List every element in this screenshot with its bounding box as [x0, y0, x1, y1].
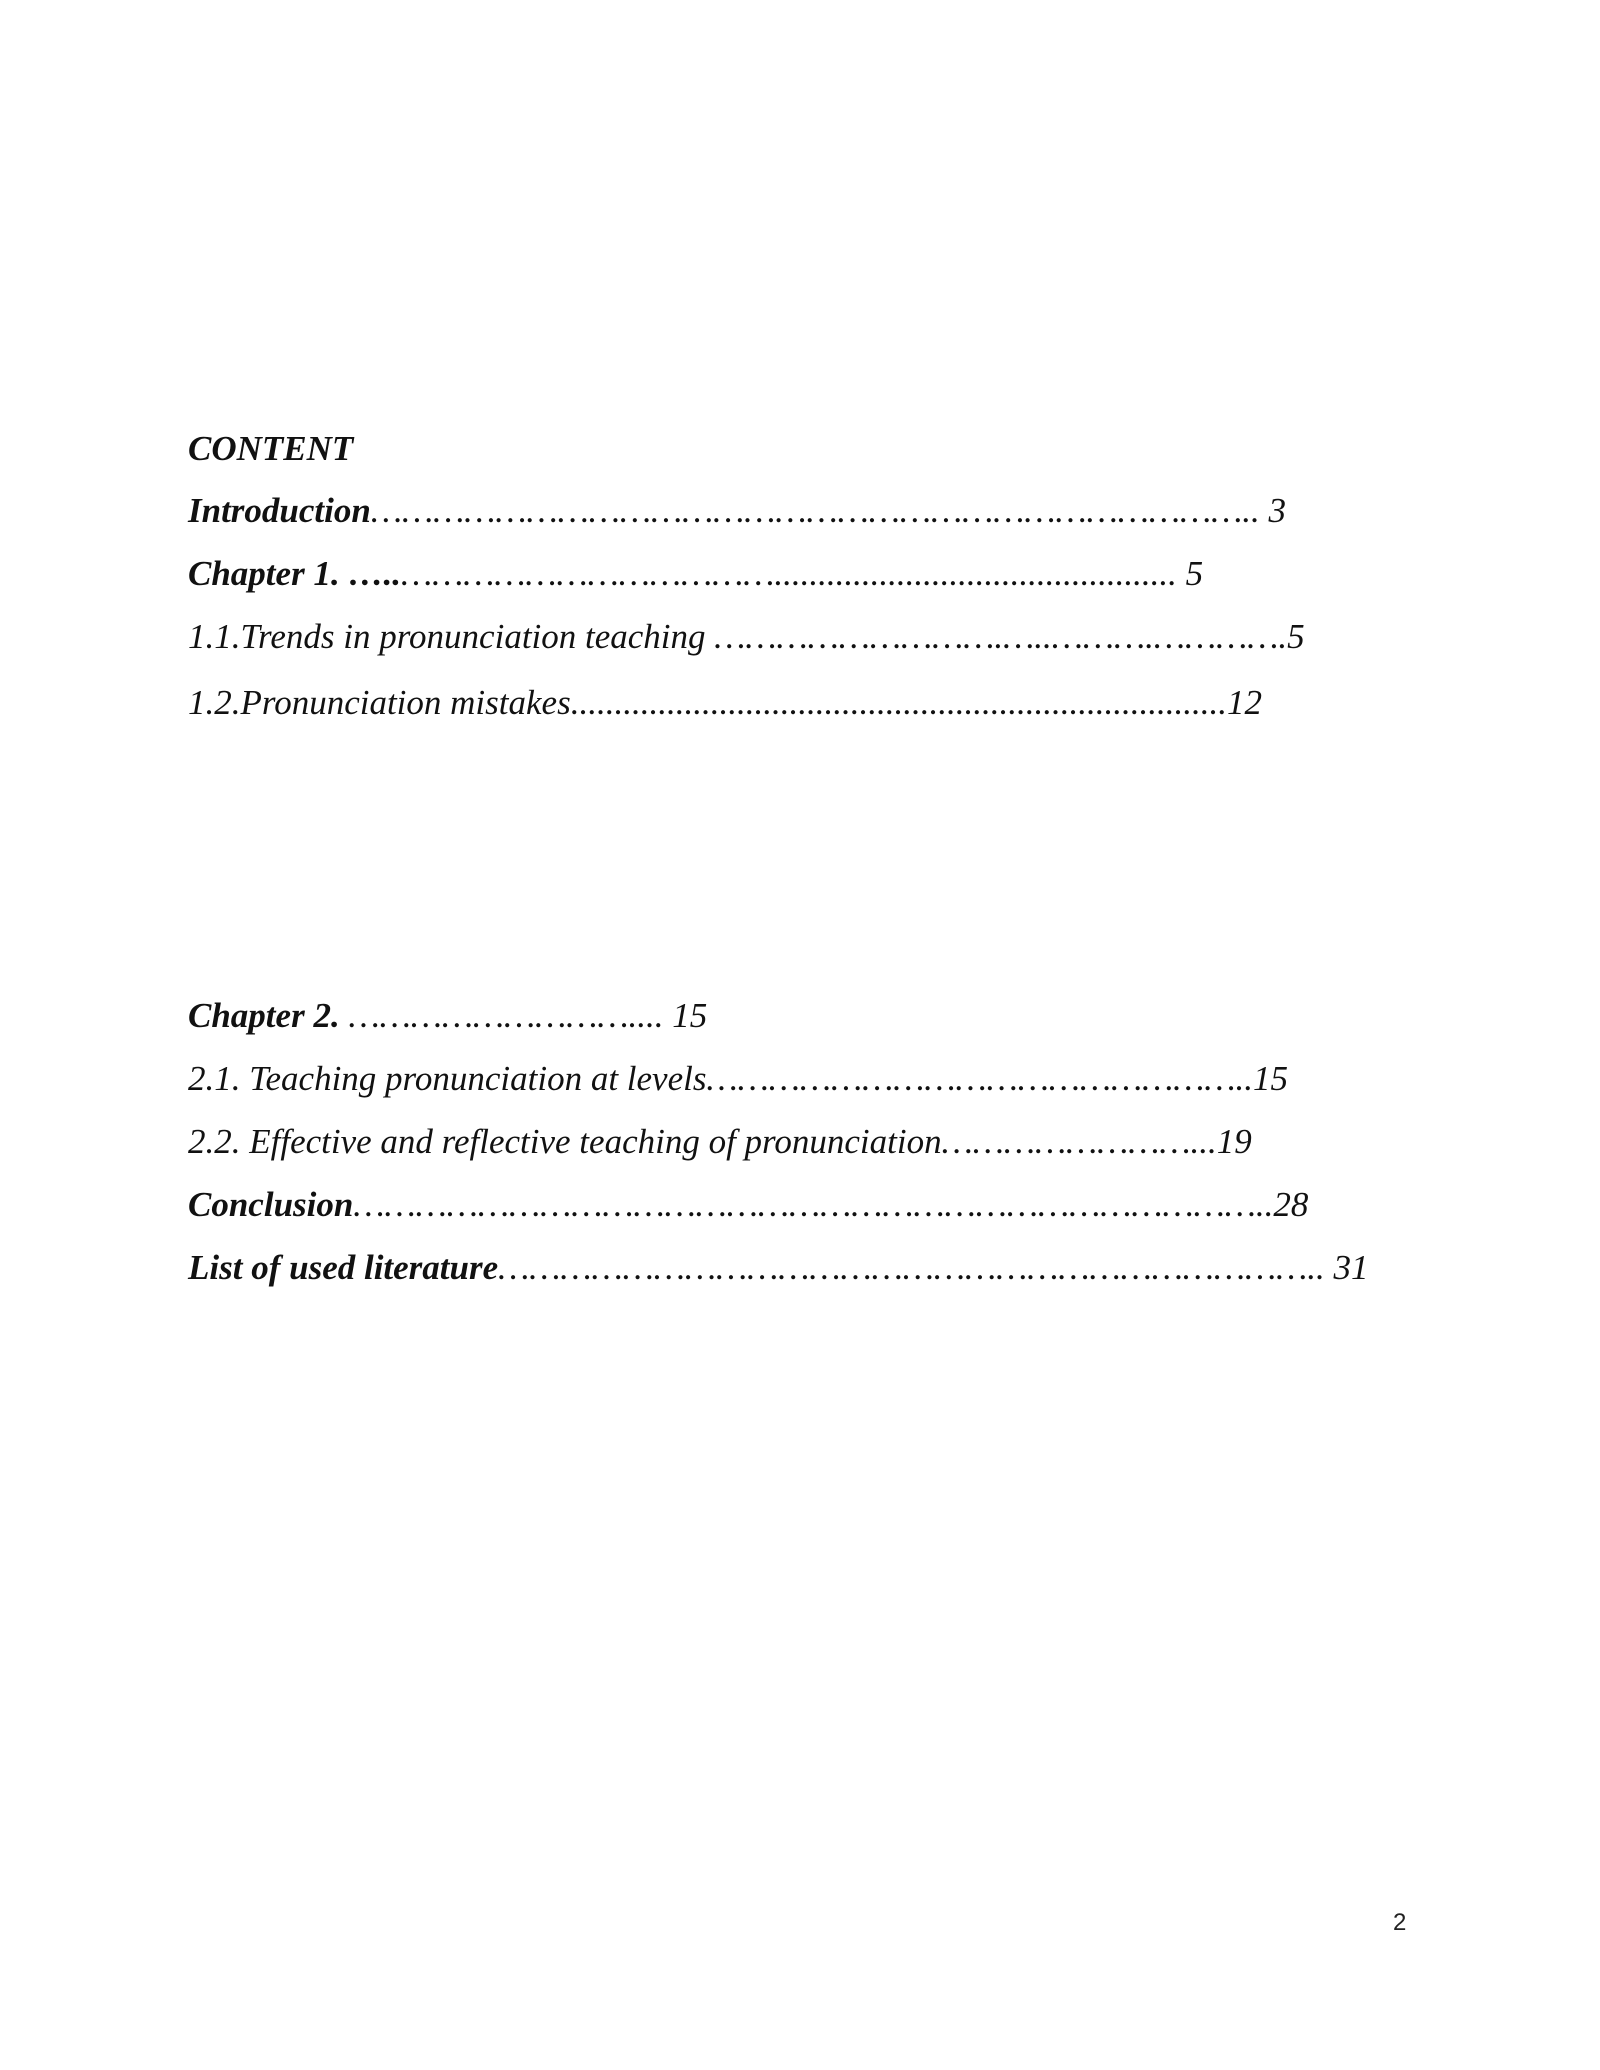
toc-entry-leader: ……………………….... [348, 996, 673, 1035]
toc-entry-leader: …………………………………………………………………………….. [353, 1185, 1274, 1224]
toc-entry-title: 1.2.Pronunciation mistakes [188, 683, 571, 722]
toc-entry-title: Chapter 2. [188, 996, 349, 1035]
toc-entry-title: Conclusion [188, 1185, 354, 1224]
toc-entry-section-2-2 [188, 1118, 1252, 1166]
toc-entry-section-1-2 [188, 679, 1262, 727]
toc-entry-page: 19 [1216, 1122, 1252, 1161]
toc-entry-page: 28 [1273, 1185, 1309, 1224]
toc-entry-chapter-2 [188, 992, 707, 1040]
toc-entry-literature [188, 1244, 1369, 1292]
toc-entry-leader: ……………………………….............................................. [400, 554, 1186, 593]
toc-entry-page: 15 [672, 996, 708, 1035]
toc-entry-leader: …………………………………………………………………….. [498, 1248, 1334, 1287]
toc-entry-introduction [188, 487, 1286, 535]
toc-entry-title: 2.2. Effective and reflective teaching of pronunciation [188, 1122, 942, 1161]
toc-entry-title: Chapter 1. ….. [188, 554, 401, 593]
toc-entry-leader: ……………………….…..……….…………. [714, 617, 1288, 656]
toc-entry-title: 2.1. Teaching pronunciation at levels [188, 1059, 707, 1098]
toc-entry-conclusion [188, 1181, 1308, 1229]
toc-entry-page: 12 [1226, 683, 1262, 722]
toc-heading: CONTENT [188, 429, 354, 468]
toc-entry-leader: ……………………... [941, 1122, 1217, 1161]
toc-entry-title: 1.1.Trends in pronunciation teaching [188, 617, 715, 656]
toc-entry-page: 15 [1253, 1059, 1289, 1098]
toc-entry-leader: ........................................................................... [570, 683, 1227, 722]
page-number: 2 [1393, 1909, 1407, 1936]
toc-entry-leader: ………………………………………………………………………….. [370, 491, 1269, 530]
toc-entry-page: 5 [1287, 617, 1305, 656]
toc-entry-section-2-1 [188, 1055, 1288, 1103]
toc-entry-leader: …………………………………………….. [706, 1059, 1254, 1098]
toc-entry-title: List of used literature [188, 1248, 499, 1287]
toc-entry-page: 31 [1333, 1248, 1369, 1287]
toc-entry-chapter-1 [188, 550, 1203, 598]
toc-entry-section-1-1 [188, 613, 1305, 661]
toc-entry-page: 5 [1185, 554, 1204, 593]
toc-entry-title: Introduction [188, 491, 371, 530]
toc-entry-page: 3 [1268, 491, 1286, 530]
